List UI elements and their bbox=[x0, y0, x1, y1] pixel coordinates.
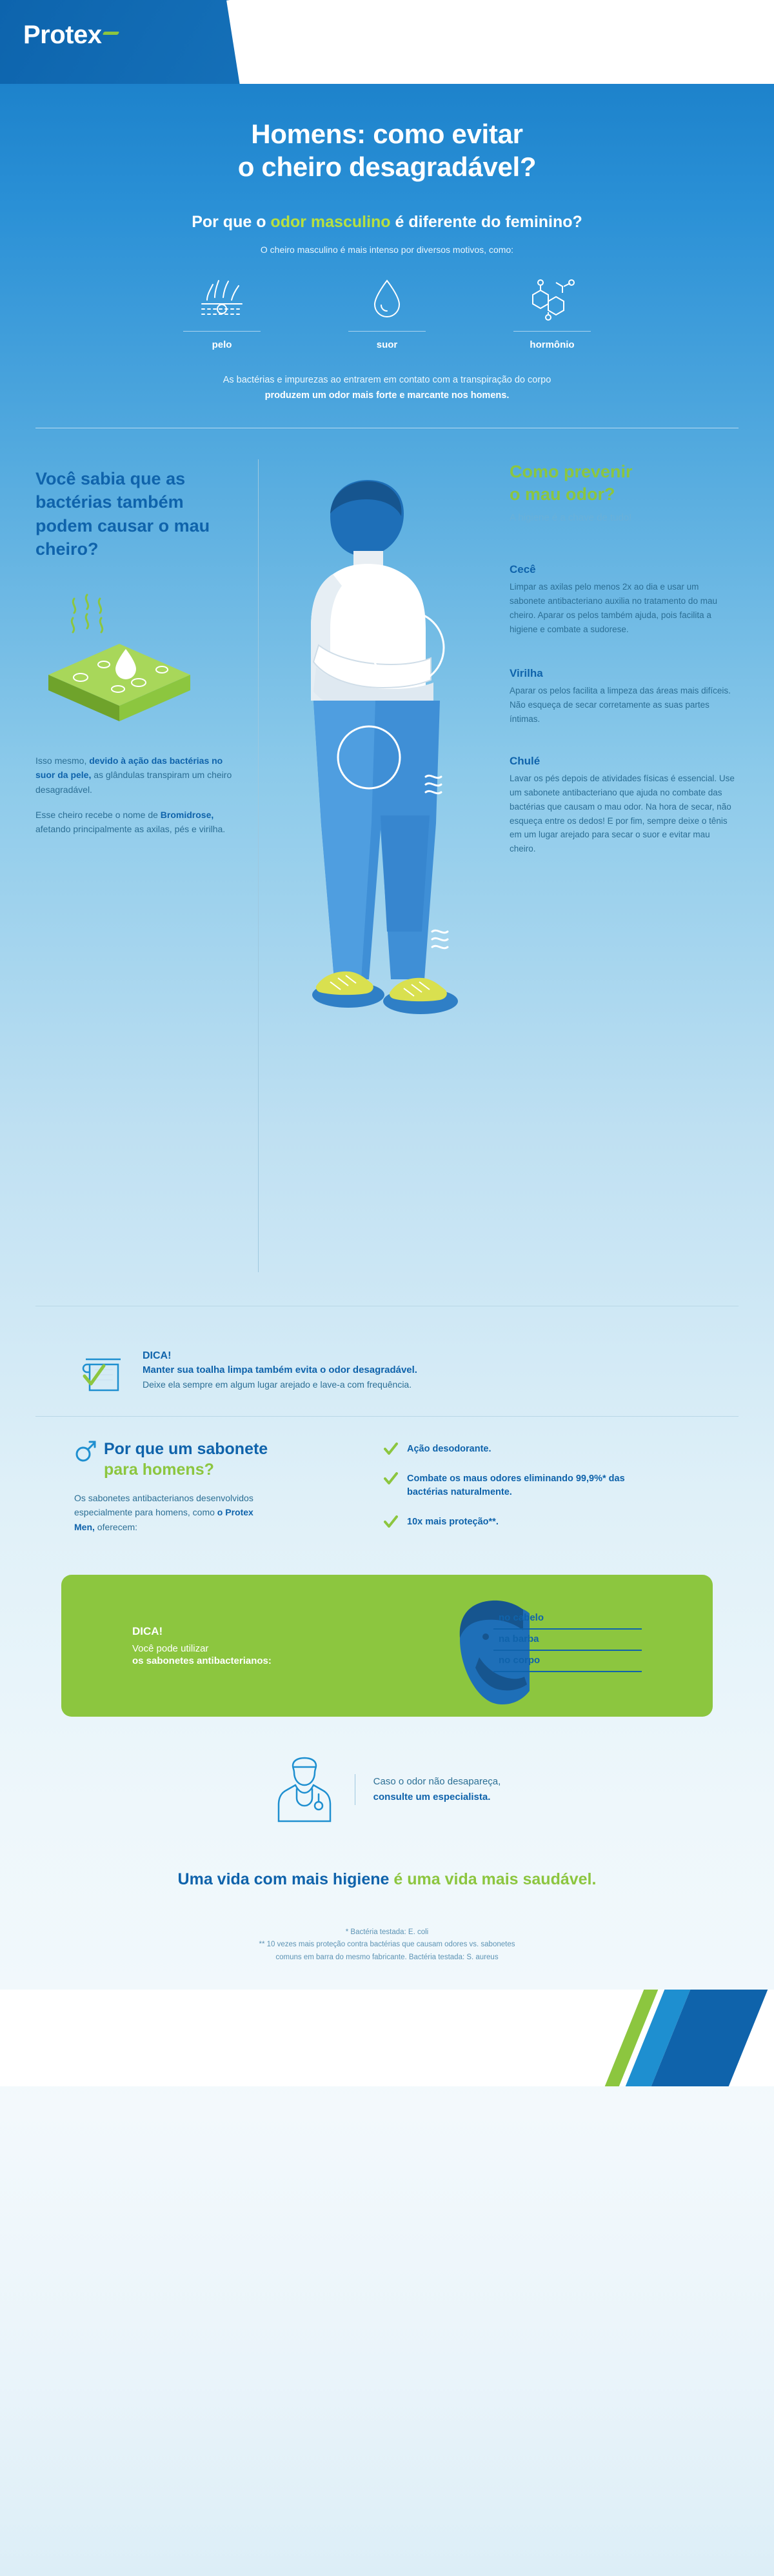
left-column bbox=[35, 467, 235, 847]
right-heading-line2: o mau odor? bbox=[510, 484, 615, 504]
page-title bbox=[0, 117, 774, 183]
tip-text-cece: Limpar as axilas pelo menos 2x ao dia e usar um sabonete antibacteriano auxilia no tratamento do mau cheiro. Aparar os pelos também ajuda, pois facilita a higiene e combate a sudorese. bbox=[510, 582, 717, 634]
lp2-post: afetando principalmente as axilas, pés e virilha. bbox=[35, 824, 226, 835]
footnotes bbox=[0, 1926, 774, 1964]
sweat-drop-icon bbox=[329, 274, 445, 324]
benefit-item bbox=[384, 1472, 655, 1501]
left-heading: Você sabia que as bactérias também podem causar o mau cheiro? bbox=[35, 468, 210, 559]
green-box-line: Você pode utilizar bbox=[132, 1642, 209, 1654]
man-illustration bbox=[271, 454, 510, 1286]
right-heading bbox=[510, 461, 735, 506]
subheading bbox=[0, 213, 774, 232]
brand-logo bbox=[23, 21, 120, 50]
icon-label-hormonio: hormônio bbox=[513, 331, 591, 350]
soap-title-line2: para homens? bbox=[104, 1461, 214, 1479]
tip-text-chule: Lavar os pés depois de atividades físicas é essencial. Use um sabonete antibacteriano que ajuda no combate das bactérias que causam o mau odor. Na hora de secar, não esqueça entre os dedos! E por fim, sempre deixe o tênis em um lugar arejado para secar o suor e evitar mau cheiro. bbox=[510, 774, 735, 854]
divider-after-towel bbox=[35, 1416, 739, 1417]
benefit-text-3: 10x mais proteção**. bbox=[407, 1517, 499, 1528]
right-column bbox=[510, 461, 735, 856]
benefit-item bbox=[384, 1515, 655, 1530]
vertical-divider bbox=[258, 459, 259, 1272]
left-body bbox=[35, 754, 235, 837]
lp1-bold: devido à ação das bactérias no suor da pele, bbox=[35, 755, 223, 781]
icon-row bbox=[0, 274, 774, 351]
page-title-line1: Homens: como evitar bbox=[251, 119, 523, 149]
soap-title-line1: Por que um sabonete bbox=[104, 1439, 268, 1458]
right-subtitle: A higiene é a chave de tudo! bbox=[510, 512, 632, 524]
doctor-icon bbox=[273, 1754, 335, 1825]
towel-tip-text: Deixe ela sempre em algum lugar arejado e lave-a com frequência. bbox=[143, 1379, 412, 1390]
soap-title-text bbox=[104, 1439, 268, 1481]
icon-item-suor bbox=[329, 274, 445, 351]
green-box-text bbox=[61, 1625, 364, 1666]
towel-tip-title: DICA! bbox=[143, 1350, 172, 1361]
bacteria-skin-block-icon bbox=[35, 592, 235, 728]
sub-note: O cheiro masculino é mais intenso por diversos motivos, como: bbox=[260, 245, 514, 255]
towel-tip-text-block bbox=[143, 1350, 417, 1390]
soap-section bbox=[35, 1439, 739, 1545]
subheading-pre: Por que o bbox=[192, 213, 271, 232]
check-icon bbox=[384, 1443, 398, 1455]
tip-text-virilha: Aparar os pelos facilita a limpeza das áreas mais difíceis. Não esqueça de secar corretamente as suas partes íntimas. bbox=[510, 686, 731, 724]
soap-body-post: oferecem: bbox=[94, 1521, 138, 1532]
doctor-line2: consulte um especialista. bbox=[373, 1791, 491, 1802]
soap-left bbox=[74, 1439, 345, 1545]
benefit-text-1: Ação desodorante. bbox=[407, 1443, 491, 1454]
closing-highlight: é uma vida mais saudável. bbox=[393, 1870, 597, 1888]
soap-benefits-list bbox=[384, 1439, 655, 1545]
green-box-list bbox=[493, 1608, 642, 1672]
tip-virilha bbox=[510, 667, 735, 726]
bacteria-note-line1: As bactérias e impurezas ao entrarem em contato com a transpiração do corpo bbox=[223, 375, 551, 386]
lp2-bold: Bromidrose, bbox=[160, 809, 214, 820]
icon-item-pelo bbox=[164, 274, 280, 351]
brand-name: Protex bbox=[23, 21, 102, 49]
tip-title-virilha: Virilha bbox=[510, 667, 543, 680]
check-icon bbox=[384, 1472, 398, 1485]
doctor-section bbox=[35, 1754, 739, 1832]
soap-title bbox=[74, 1439, 345, 1481]
towel-icon bbox=[81, 1350, 126, 1397]
green-tip-box bbox=[61, 1575, 713, 1717]
tip-title-cece: Cecê bbox=[510, 563, 536, 576]
tip-chule bbox=[510, 755, 735, 856]
bacteria-note bbox=[0, 373, 774, 403]
green-box-title: DICA! bbox=[132, 1624, 163, 1637]
benefit-item bbox=[384, 1443, 655, 1457]
tip-cece bbox=[510, 563, 735, 636]
title-block bbox=[0, 84, 774, 183]
soap-body bbox=[74, 1491, 268, 1534]
closing-pre: Uma vida com mais higiene bbox=[177, 1870, 394, 1888]
towel-tip-section bbox=[35, 1333, 739, 1416]
lp1-post: as glândulas transpiram um cheiro desagradável. bbox=[35, 770, 232, 795]
hormone-molecule-icon bbox=[494, 274, 610, 324]
lp2-pre: Esse cheiro recebe o nome de bbox=[35, 809, 161, 820]
subheading-post: é diferente do feminino? bbox=[390, 213, 582, 232]
green-box-item-cabelo: no cabelo bbox=[493, 1608, 642, 1630]
footnote-1: * Bactéria testada: E. coli bbox=[345, 1928, 429, 1936]
soap-body-bold: o Protex Men, bbox=[74, 1507, 253, 1532]
right-heading-line1: Como prevenir bbox=[510, 461, 633, 481]
bacteria-note-line2: produzem um odor mais forte e marcante nos homens. bbox=[264, 390, 510, 401]
towel-tip-strong: Manter sua toalha limpa também evita o odor desagradável. bbox=[143, 1364, 417, 1375]
footer bbox=[0, 1990, 774, 2086]
page-title-line2: o cheiro desagradável? bbox=[237, 152, 537, 183]
subheading-highlight: odor masculino bbox=[270, 213, 391, 232]
closing-statement bbox=[0, 1870, 774, 1889]
left-paragraph-1 bbox=[35, 754, 235, 797]
check-icon bbox=[384, 1515, 398, 1528]
icon-label-suor: suor bbox=[348, 331, 426, 350]
male-gender-icon bbox=[74, 1439, 96, 1463]
left-paragraph-2 bbox=[35, 808, 235, 837]
protex-logo-icon bbox=[103, 30, 120, 39]
icon-item-hormonio bbox=[494, 274, 610, 351]
doctor-text bbox=[355, 1774, 501, 1805]
header bbox=[0, 0, 774, 84]
green-box-item-corpo: no corpo bbox=[493, 1651, 642, 1672]
main-section bbox=[0, 448, 774, 1306]
tip-title-chule: Chulé bbox=[510, 755, 541, 768]
icon-label-pelo: pelo bbox=[183, 331, 261, 350]
hair-follicle-icon bbox=[164, 274, 280, 324]
green-box-item-barba: na barba bbox=[493, 1630, 642, 1651]
benefit-text-2: Combate os maus odores eliminando 99,9%* das bactérias naturalmente. bbox=[407, 1473, 625, 1498]
footnote-3: comuns em barra do mesmo fabricante. Bactéria testada: S. aureus bbox=[275, 1953, 499, 1961]
green-box-strong: os sabonetes antibacterianos: bbox=[132, 1655, 272, 1666]
header-wedge bbox=[226, 0, 774, 84]
footnote-2: ** 10 vezes mais proteção contra bactérias que causam odores vs. sabonetes bbox=[259, 1941, 515, 1949]
doctor-line1: Caso o odor não desapareça, bbox=[373, 1775, 501, 1787]
lp1-pre: Isso mesmo, bbox=[35, 755, 90, 766]
soap-body-pre: Os sabonetes antibacterianos desenvolvidos especialmente para homens, como bbox=[74, 1492, 253, 1518]
